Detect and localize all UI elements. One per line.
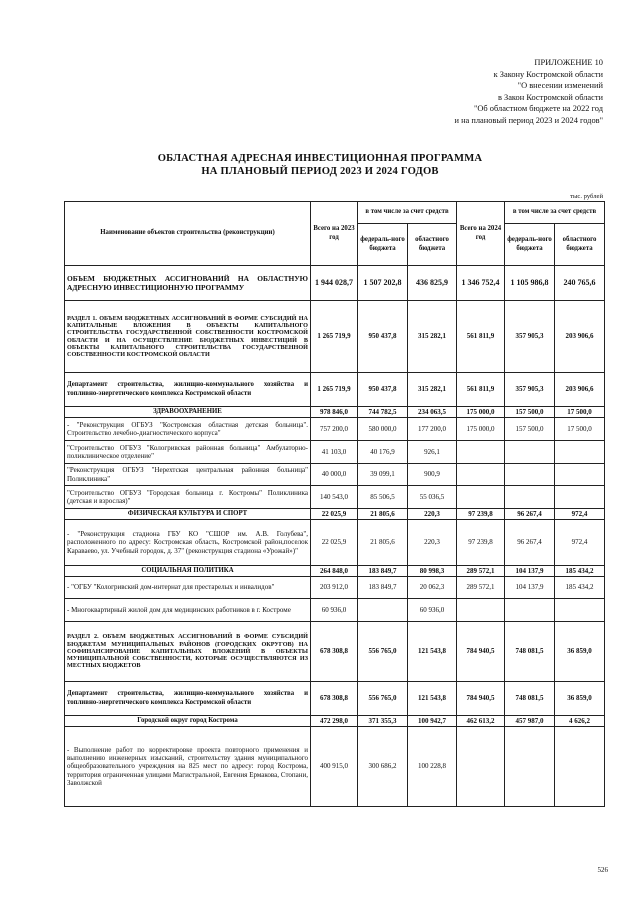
cell-name: ЗДРАВООХРАНЕНИЕ [65,407,311,418]
cell-regional-2024: 36 859,0 [555,682,605,716]
cell-name: Департамент строительства, жилищно-коммунального хозяйства и топливно-энергетического комплекса Костромской области [65,682,311,716]
appendix-line: в Закон Костромской области [497,92,603,102]
cell-federal-2023: 39 099,1 [358,464,408,486]
appendix-line: к Закону Костромской области [493,69,603,79]
table-row [65,727,605,807]
appendix-block [343,57,603,127]
table-row [65,566,605,577]
cell-total-2024: 289 572,1 [457,566,505,577]
table-row [65,622,605,682]
cell-regional-2023: 177 200,0 [408,418,457,441]
cell-total-2023: 264 848,0 [311,566,358,577]
cell-regional-2024: 4 626,2 [555,716,605,727]
cell-name: ФИЗИЧЕСКАЯ КУЛЬТУРА И СПОРТ [65,509,311,520]
cell-name: РАЗДЕЛ 2. ОБЪЕМ БЮДЖЕТНЫХ АССИГНОВАНИЙ В ФОРМЕ СУБСИДИЙ БЮДЖЕТАМ МУНИЦИПАЛЬНЫХ РАЙОНОВ (ГОРОДСКИХ ОКРУГОВ) НА СОФИНАНСИРОВАНИЕ КАПИТАЛЬНЫХ ВЛОЖЕНИЙ В ОБЪЕКТЫ МУНИЦИПАЛЬНОЙ СОБСТВЕННОСТИ, КОТОРЫЕ ОСУЩЕСТВЛЯЮТСЯ ИЗ МЕСТНЫХ БЮДЖЕТОВ [65,622,311,682]
cell-regional-2024: 203 906,6 [555,373,605,407]
cell-federal-2023: 85 506,5 [358,486,408,509]
table-row [65,464,605,486]
cell-regional-2023: 100 942,7 [408,716,457,727]
cell-total-2024 [457,599,505,622]
header-federal-2024: федераль-ного бюджета [505,224,555,266]
cell-federal-2023: 40 176,9 [358,441,408,464]
cell-total-2024: 784 940,5 [457,682,505,716]
cell-total-2023: 757 200,0 [311,418,358,441]
appendix-line: ПРИЛОЖЕНИЕ 10 [534,58,603,67]
cell-federal-2024: 1 105 986,8 [505,266,555,301]
table-row [65,373,605,407]
table-row [65,520,605,566]
cell-federal-2023: 580 000,0 [358,418,408,441]
cell-federal-2024 [505,727,555,807]
cell-federal-2024: 96 267,4 [505,520,555,566]
cell-federal-2023: 300 686,2 [358,727,408,807]
cell-federal-2024: 457 987,0 [505,716,555,727]
table-row [65,509,605,520]
cell-regional-2023: 55 036,5 [408,486,457,509]
header-federal-2023: федераль-ного бюджета [358,224,408,266]
cell-total-2023: 40 000,0 [311,464,358,486]
cell-federal-2023: 744 782,5 [358,407,408,418]
header-name: Наименование объектов строительства (реконструкции) [65,202,311,266]
cell-name: "Строительство ОГБУЗ "Городская больница г. Костромы" Поликлиника (детская и взрослая)" [65,486,311,509]
cell-federal-2024: 104 137,9 [505,566,555,577]
cell-total-2024: 561 811,9 [457,373,505,407]
cell-federal-2023: 556 765,0 [358,622,408,682]
cell-total-2023: 203 912,0 [311,577,358,599]
cell-total-2024 [457,464,505,486]
cell-total-2023: 472 298,0 [311,716,358,727]
cell-regional-2023: 315 282,1 [408,373,457,407]
appendix-line: "Об областном бюджете на 2022 год [473,104,603,114]
table-row [65,599,605,622]
cell-name: "Реконструкция ОГБУЗ "Нерехтская центральная районная больница" Поликлиника" [65,464,311,486]
cell-federal-2024 [505,599,555,622]
cell-federal-2023: 1 507 202,8 [358,266,408,301]
cell-total-2024: 784 940,5 [457,622,505,682]
investment-table [64,201,605,807]
cell-regional-2024: 185 434,2 [555,566,605,577]
cell-total-2023: 41 103,0 [311,441,358,464]
cell-total-2023: 140 543,0 [311,486,358,509]
cell-regional-2024: 17 500,0 [555,407,605,418]
table-row [65,486,605,509]
cell-total-2023: 1 944 028,7 [311,266,358,301]
cell-total-2024 [457,441,505,464]
cell-federal-2023: 556 765,0 [358,682,408,716]
cell-federal-2023: 21 805,6 [358,509,408,520]
cell-regional-2023: 80 998,3 [408,566,457,577]
cell-name: - Многоквартирный жилой дом для медицинских работников в г. Костроме [65,599,311,622]
cell-regional-2023: 436 825,9 [408,266,457,301]
cell-regional-2023: 900,9 [408,464,457,486]
header-regional-2023: областного бюджета [408,224,457,266]
cell-federal-2024 [505,464,555,486]
cell-name: - Выполнение работ по корректировке проекта повторного применения и выполнению инженерных изысканий, строительству здания муниципального общеобразовательного учреждения на 825 мест по адресу: город Кострома, территория ограниченная улицами Магистральной, Евгения Ермакова, Стопани, Заволжской [65,727,311,807]
cell-total-2024: 97 239,8 [457,520,505,566]
table-row [65,441,605,464]
cell-name: "Строительство ОГБУЗ "Кологривская районная больница" Амбулаторно-поликлиническое отделение" [65,441,311,464]
cell-regional-2024: 17 500,0 [555,418,605,441]
cell-federal-2024: 104 137,9 [505,577,555,599]
cell-federal-2023: 950 437,8 [358,301,408,373]
units-label: тыс. рублей [570,193,603,200]
table-row [65,418,605,441]
header-total-2023: Всего на 2023 год [311,202,358,266]
cell-federal-2024: 157 500,0 [505,418,555,441]
appendix-line: "О внесении изменений [517,81,603,91]
cell-regional-2024: 203 906,6 [555,301,605,373]
cell-regional-2023: 100 228,8 [408,727,457,807]
cell-total-2024 [457,727,505,807]
cell-total-2024 [457,486,505,509]
header-regional-2024: областного бюджета [555,224,605,266]
cell-regional-2023: 60 936,0 [408,599,457,622]
table-header [65,202,605,266]
table-row [65,266,605,301]
cell-regional-2024 [555,486,605,509]
cell-regional-2024 [555,599,605,622]
cell-total-2024: 462 613,2 [457,716,505,727]
cell-regional-2024 [555,441,605,464]
cell-regional-2024: 185 434,2 [555,577,605,599]
cell-total-2024: 561 811,9 [457,301,505,373]
cell-name: ОБЪЕМ БЮДЖЕТНЫХ АССИГНОВАНИЙ НА ОБЛАСТНУЮ АДРЕСНУЮ ИНВЕСТИЦИОННУЮ ПРОГРАММУ [65,266,311,301]
cell-federal-2024: 357 905,3 [505,373,555,407]
appendix-line: и на плановый период 2023 и 2024 годов" [454,115,603,125]
cell-federal-2023: 21 805,6 [358,520,408,566]
cell-federal-2023: 183 849,7 [358,577,408,599]
cell-total-2023: 22 025,9 [311,520,358,566]
cell-total-2024: 175 000,0 [457,418,505,441]
title-line-2: НА ПЛАНОВЫЙ ПЕРИОД 2023 И 2024 ГОДОВ [201,166,439,177]
cell-federal-2023: 950 437,8 [358,373,408,407]
cell-name: - "Реконструкция стадиона ГБУ КО "СШОР им. А.В. Голубева", расположенного по адресу: Костромская область, Костромской район,поселок Караваево, ул. Учебный городок, д. 37" (реконструкция стадиона «Урожай»)" [65,520,311,566]
title-line-1: ОБЛАСТНАЯ АДРЕСНАЯ ИНВЕСТИЦИОННАЯ ПРОГРАММА [157,153,483,164]
cell-regional-2023: 121 543,8 [408,622,457,682]
cell-total-2024: 97 239,8 [457,509,505,520]
header-including-2024: в том числе за счет средств [505,202,605,224]
cell-total-2023: 678 308,8 [311,682,358,716]
table-row [65,407,605,418]
cell-federal-2023 [358,599,408,622]
table-body [65,266,605,807]
cell-regional-2024 [555,464,605,486]
cell-total-2023: 22 025,9 [311,509,358,520]
cell-total-2023: 978 846,0 [311,407,358,418]
cell-federal-2024 [505,441,555,464]
cell-regional-2024: 36 859,0 [555,622,605,682]
cell-total-2024: 175 000,0 [457,407,505,418]
cell-regional-2023: 234 063,5 [408,407,457,418]
cell-name: Департамент строительства, жилищно-коммунального хозяйства и топливно-энергетического комплекса Костромской области [65,373,311,407]
cell-name: СОЦИАЛЬНАЯ ПОЛИТИКА [65,566,311,577]
cell-federal-2024: 357 905,3 [505,301,555,373]
cell-regional-2023: 20 062,3 [408,577,457,599]
cell-federal-2024: 748 081,5 [505,622,555,682]
cell-regional-2023: 220,3 [408,520,457,566]
cell-regional-2024: 972,4 [555,520,605,566]
cell-name: РАЗДЕЛ 1. ОБЪЕМ БЮДЖЕТНЫХ АССИГНОВАНИЙ В ФОРМЕ СУБСИДИЙ НА КАПИТАЛЬНЫЕ ВЛОЖЕНИЯ В ОБЪЕКТЫ КАПИТАЛЬНОГО СТРОИТЕЛЬСТВА ГОСУДАРСТВЕННОЙ СОБСТВЕННОСТИ КОСТРОМСКОЙ ОБЛАСТИ И НА ОСУЩЕСТВЛЕНИЕ БЮДЖЕТНЫХ ИНВЕСТИЦИЙ В ОБЪЕКТЫ КАПИТАЛЬНОГО СТРОИТЕЛЬСТВА ГОСУДАРСТВЕННОЙ СОБСТВЕННОСТИ КОСТРОМСКОЙ ОБЛАСТИ [65,301,311,373]
cell-federal-2024 [505,486,555,509]
cell-regional-2024 [555,727,605,807]
page-number: 526 [597,866,608,874]
cell-regional-2023: 121 543,8 [408,682,457,716]
header-total-2024: Всего на 2024 год [457,202,505,266]
cell-name: - "ОГБУ "Кологривский дом-интернат для престарелых и инвалидов" [65,577,311,599]
header-including-2023: в том числе за счет средств [358,202,457,224]
cell-total-2023: 60 936,0 [311,599,358,622]
table-row [65,682,605,716]
cell-regional-2024: 972,4 [555,509,605,520]
cell-name: Городской округ город Кострома [65,716,311,727]
cell-federal-2024: 748 081,5 [505,682,555,716]
cell-regional-2023: 315 282,1 [408,301,457,373]
cell-regional-2023: 220,3 [408,509,457,520]
cell-federal-2024: 96 267,4 [505,509,555,520]
cell-federal-2023: 183 849,7 [358,566,408,577]
table-row [65,577,605,599]
cell-federal-2023: 371 355,3 [358,716,408,727]
cell-federal-2024: 157 500,0 [505,407,555,418]
cell-total-2023: 678 308,8 [311,622,358,682]
cell-total-2023: 1 265 719,9 [311,373,358,407]
table-row [65,716,605,727]
cell-total-2023: 1 265 719,9 [311,301,358,373]
cell-regional-2023: 926,1 [408,441,457,464]
cell-total-2024: 289 572,1 [457,577,505,599]
table-row [65,301,605,373]
cell-name: - "Реконструкция ОГБУЗ "Костромская областная детская больница". Строительство лечебно-диагностического корпуса" [65,418,311,441]
cell-total-2023: 400 915,0 [311,727,358,807]
document-title [0,152,640,178]
cell-regional-2024: 240 765,6 [555,266,605,301]
cell-total-2024: 1 346 752,4 [457,266,505,301]
